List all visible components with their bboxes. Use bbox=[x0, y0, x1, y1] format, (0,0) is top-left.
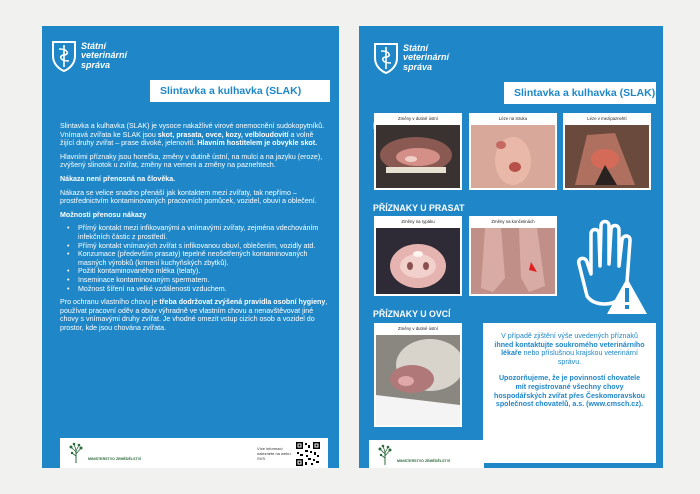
protect-text-2: , používat pracovní oděv a obuv výhradně ve vlastním chovu a nenavštěvovat jiné chovy s vnímavými druhy zvířat. Je vhodné omezit vstup cizích osob a vozidel do prostor, kde jsou chována zvířata. bbox=[60, 298, 328, 332]
protect-bold: třeba dodržovat zvýšená pravidla osobní hygieny bbox=[159, 298, 326, 307]
ministry-logo bbox=[377, 444, 450, 466]
list-item: • Konzumace (především prasaty) tepelně neošetřených kontaminovaných masných výrobků (krmení kuchyňských zbytků). bbox=[60, 250, 328, 267]
photo-caption: Změny na končetinách bbox=[491, 219, 535, 224]
ministry-name: MINISTERSTVO ZEMĚDĚLSTVÍ bbox=[397, 459, 451, 463]
brand-line-2: veterinární bbox=[81, 50, 128, 61]
svs-shield-icon bbox=[51, 40, 77, 72]
qr-code[interactable] bbox=[295, 441, 321, 467]
leaflet-body bbox=[60, 122, 328, 337]
notice-bold-1b: ihned kontaktujte soukromého veterinárního lékaře bbox=[494, 340, 645, 358]
pig-heading: PŘÍZNAKY U PRASAT bbox=[373, 203, 465, 213]
footer-box bbox=[369, 440, 484, 468]
list-item: • Přímý kontakt mezi infikovanými a vnímavými zvířaty, zejména vdechováním infekčních částic z prostředí. bbox=[60, 224, 328, 241]
not-human-note: Nákaza není přenosná na člověka. bbox=[60, 174, 176, 183]
ways-heading: Možnosti přenosu nákazy bbox=[60, 210, 147, 219]
leaflet-front bbox=[42, 26, 339, 468]
pig-snout-image bbox=[376, 228, 460, 294]
photo-caption: Léze na struku bbox=[498, 116, 528, 121]
brand-line-1: Státní bbox=[81, 40, 107, 51]
leaflet-title: Slintavka a kulhavka (SLAK) bbox=[504, 82, 656, 104]
intro-bold-1: skot, prasata, ovce, kozy, velbloudovití bbox=[157, 130, 289, 139]
notice-text-1c: nebo příslušnou krajskou veterinární správu. bbox=[521, 349, 638, 366]
list-item: • Inseminace kontaminovaným spermatem. bbox=[60, 276, 328, 285]
leaflet-title: Slintavka a kulhavka (SLAK) bbox=[150, 80, 330, 102]
sheep-mouth-image bbox=[376, 335, 460, 425]
transmission-paragraph: Nákaza se velice snadno přenáší jak kontaktem mezi zvířaty, tak nepřímo – prostřednictvím kontaminovaných pracovních pomůcek, vozidel, obuvi a oblečení. bbox=[60, 188, 317, 206]
ministry-name: MINISTERSTVO ZEMĚDĚLSTVÍ bbox=[88, 457, 142, 461]
brand-line-3: správa bbox=[403, 61, 433, 72]
intro-bold-2: Hlavním hostitelem je obvykle skot. bbox=[197, 139, 318, 148]
photo-caption: Změny v dutině ústní bbox=[398, 116, 438, 121]
photo-cattle-hoof bbox=[563, 113, 651, 190]
protection-paragraph bbox=[60, 298, 328, 332]
tree-icon bbox=[377, 444, 393, 466]
contact-vet-notice bbox=[493, 332, 646, 366]
photo-caption: Léze v mezipaznehtí bbox=[587, 116, 627, 121]
notice-box bbox=[483, 323, 656, 463]
svs-logo bbox=[373, 42, 449, 74]
list-item: • Možnost šíření na velké vzdálenosti vzduchem. bbox=[60, 285, 328, 294]
footer-box bbox=[60, 438, 328, 468]
intro-text-2: a volně žijící druhy zvířat – prase divoké, jelenovití. bbox=[60, 130, 314, 148]
brand-line-2: veterinární bbox=[403, 52, 450, 63]
registration-notice: Upozorňujeme, že je povinností chovatele mít registrované všechny chovy hospodářských zvířat přes Českomoravskou společnost chovatelů, a.s. (www.cmsch.cz). bbox=[494, 374, 645, 409]
photo-pig-snout bbox=[374, 216, 462, 296]
leaflet-back bbox=[359, 26, 663, 468]
photo-sheep-mouth bbox=[374, 323, 462, 427]
intro-text-1: Slintavka a kulhavka (SLAK) je vysoce nakažlivé virové onemocnění sudokopytníků. Vnímavá zvířata ke SLAK jsou bbox=[60, 122, 325, 139]
svs-shield-icon bbox=[373, 42, 399, 74]
ways-list bbox=[60, 224, 328, 293]
cattle-hoof-image bbox=[565, 125, 649, 188]
list-item: • Požití kontaminovaného mléka (telaty). bbox=[60, 267, 328, 276]
warning-hand-icon bbox=[569, 216, 649, 326]
photo-caption: Změny na rypáku bbox=[401, 219, 435, 224]
more-info-text: Více informací naleznete na webu SVS bbox=[257, 446, 291, 461]
ministry-logo bbox=[68, 442, 141, 464]
notice-text-1a: V případě zjištění výše uvedených příznaků bbox=[501, 332, 638, 340]
photo-caption: Změny v dutině ústní bbox=[398, 326, 438, 331]
pig-legs-image bbox=[471, 228, 555, 294]
photo-cattle-teat bbox=[469, 113, 557, 190]
intro-paragraph bbox=[60, 122, 328, 148]
protect-text-1: Pro ochranu vlastního chovu je bbox=[60, 298, 160, 307]
svs-logo bbox=[51, 40, 127, 72]
brand-line-1: Státní bbox=[403, 42, 429, 53]
brand-line-3: správa bbox=[81, 59, 111, 70]
symptoms-paragraph: Hlavními příznaky jsou horečka, změny v dutině ústní, na mulci a na jazyku (eroze), zvýšený slinotok u zvířat, změny na vemeni a změny na paznehtech. bbox=[60, 152, 323, 170]
cattle-teat-image bbox=[471, 125, 555, 188]
list-item: • Přímý kontakt vnímavých zvířat s infikovanou obuví, oblečením, vozidly atd. bbox=[60, 242, 328, 251]
photo-pig-legs bbox=[469, 216, 557, 296]
photo-cattle-mouth bbox=[374, 113, 462, 190]
cattle-mouth-image bbox=[376, 125, 460, 188]
sheep-heading: PŘÍZNAKY U OVCÍ bbox=[373, 309, 451, 319]
tree-icon bbox=[68, 442, 84, 464]
